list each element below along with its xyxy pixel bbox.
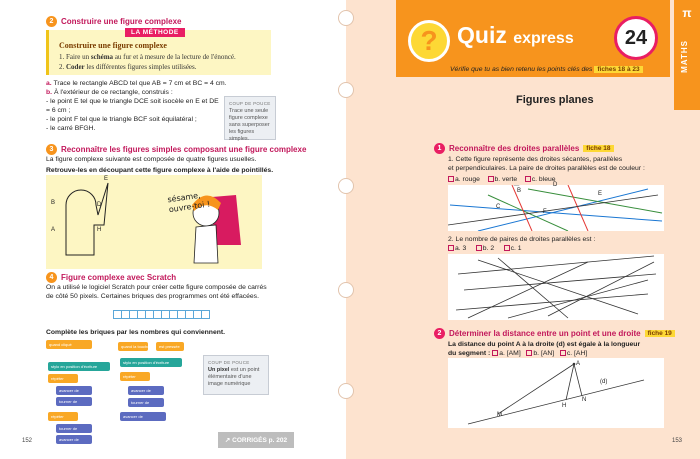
scratch-block: est pressée bbox=[156, 342, 184, 351]
scratch-block: avancer de bbox=[120, 412, 166, 421]
point-label-N: N bbox=[582, 397, 587, 403]
q1-options-2 bbox=[448, 244, 668, 253]
method-step-1: 1. Faire un schéma au fur et à mesure de la lecture de l'énoncé. bbox=[59, 53, 236, 61]
q2-text-1: La distance du point A à la droite (d) est égale à la longueur bbox=[448, 341, 641, 348]
line-green bbox=[528, 189, 662, 213]
method-box bbox=[46, 30, 271, 75]
point-label-A: A bbox=[576, 361, 581, 367]
character-body bbox=[194, 225, 218, 263]
section-4-text-1: On a utilisé le logiciel Scratch pour créer cette figure composée de carrés bbox=[46, 284, 267, 291]
section-title-figures: Figures planes bbox=[516, 94, 594, 106]
line bbox=[508, 280, 648, 318]
scratch-block: stylo en position d'écriture bbox=[120, 358, 182, 367]
option-b[interactable]: b. verte bbox=[488, 176, 518, 183]
option-a[interactable]: a. 3 bbox=[448, 245, 466, 252]
line-label-F: F bbox=[543, 209, 547, 215]
q2-text-2: du segment : a. [AM] b. [AN] c. [AH] bbox=[448, 350, 588, 357]
line-d bbox=[468, 380, 644, 424]
question-2-title: 2 Déterminer la distance entre un point et une droite fiche 19 bbox=[434, 328, 675, 339]
q1-text-2: et perpendiculaires. La paire de droites parallèles est de couleur : bbox=[448, 165, 645, 172]
fig-label-B: B bbox=[51, 200, 56, 206]
instruction-b2: - le point F tel que le triangle BCF soit équilatéral ; bbox=[46, 116, 197, 123]
instruction-a: a. Trace le rectangle ABCD tel que AB = 7 cm et BC = 4 cm. bbox=[46, 80, 227, 87]
binder-hole bbox=[338, 178, 354, 194]
hint-note-2: COUP DE POUCE Un pixel est un point élémentaire d'une image numérique bbox=[203, 355, 269, 395]
squares-grid bbox=[113, 306, 209, 324]
verify-instruction: Vérifie que tu as bien retenu les points clés des fiches 18 à 23 bbox=[450, 66, 643, 73]
line-red bbox=[512, 185, 532, 231]
line bbox=[458, 256, 654, 274]
section-3-instruction: Retrouve-les en découpant cette figure complexe à l'aide de pointillés. bbox=[46, 167, 274, 174]
method-title: Construire une figure complexe bbox=[59, 41, 167, 50]
scratch-block: répéter bbox=[120, 372, 150, 381]
line-label-d: (d) bbox=[600, 379, 608, 385]
section-4-title: 4 Figure complexe avec Scratch bbox=[46, 272, 176, 283]
point-label-H: H bbox=[562, 403, 567, 409]
binder-hole bbox=[338, 282, 354, 298]
fig-label-E: E bbox=[104, 176, 109, 182]
speech-bubble-text: sésame, ouvre-toi ! bbox=[166, 190, 211, 215]
method-step-2: 2. Coder les différentes figures simples utilisées. bbox=[59, 63, 197, 71]
instruction-b3: - le carré BFGH. bbox=[46, 125, 96, 132]
quiz-title: Quiz express bbox=[457, 22, 574, 48]
section-4-instruction: Complète les briques par les nombres qui conviennent. bbox=[46, 329, 226, 336]
scratch-block: tourner de bbox=[56, 424, 92, 433]
line-label-D: D bbox=[553, 182, 558, 188]
fig-label-H: H bbox=[97, 227, 102, 233]
pi-icon: π bbox=[682, 6, 692, 20]
page-number-left: 152 bbox=[22, 438, 33, 444]
scratch-block: répéter bbox=[48, 412, 78, 421]
option-c[interactable]: c. bleue bbox=[525, 176, 556, 183]
section-3-title: 3 Reconnaître les figures simples composant une figure complexe bbox=[46, 144, 306, 155]
point-label-M: M bbox=[497, 412, 502, 418]
line-black bbox=[448, 195, 658, 225]
figure-outline bbox=[66, 183, 108, 255]
scratch-block: quand cliqué bbox=[46, 340, 92, 349]
subject-label: MATHS bbox=[680, 40, 689, 73]
distance-figure bbox=[448, 358, 664, 428]
fig-label-A: A bbox=[51, 227, 56, 233]
option-c[interactable]: c. [AH] bbox=[560, 350, 587, 357]
binder-hole bbox=[338, 383, 354, 399]
question-1-title: 1 Reconnaître des droites parallèles fiche 18 bbox=[434, 143, 614, 154]
page-number-right: 153 bbox=[672, 438, 683, 444]
scratch-block: avancer de bbox=[56, 386, 92, 395]
scratch-block: tourner de bbox=[56, 397, 92, 406]
lines-figure-2 bbox=[448, 254, 664, 320]
scratch-block: avancer de bbox=[128, 386, 164, 395]
section-3-text: La figure complexe suivante est composée de quatre figures usuelles. bbox=[46, 156, 257, 163]
q1-text-3: 2. Le nombre de paires de droites parallèles est : bbox=[448, 236, 596, 243]
section-2-title: 2 Construire une figure complexe bbox=[46, 16, 181, 27]
segment-AH bbox=[566, 364, 574, 400]
q1-text-1: 1. Cette figure représente des droites sécantes, parallèles bbox=[448, 156, 623, 163]
line-label-E: E bbox=[598, 191, 603, 197]
complex-figure bbox=[46, 175, 262, 269]
scratch-block: tourner de bbox=[128, 398, 164, 407]
scratch-block: stylo en position d'écriture bbox=[48, 362, 110, 371]
section-4-text-2: de côté 50 pixels. Certaines briques des programmes ont été effacées. bbox=[46, 293, 259, 300]
instruction-b: b. À l'extérieur de ce rectangle, construis : bbox=[46, 89, 173, 96]
scratch-block: quand la touche bbox=[118, 342, 148, 351]
instruction-b1: - le point E tel que le triangle DCE soit isocèle en E et DE = 6 cm ; bbox=[46, 98, 219, 114]
option-a[interactable]: a. [AM] bbox=[492, 350, 521, 357]
scratch-block: avancer de bbox=[56, 435, 92, 444]
method-tag: LA MÉTHODE bbox=[125, 28, 185, 37]
line-label-B: B bbox=[517, 188, 522, 194]
option-b[interactable]: b. 2 bbox=[476, 245, 494, 252]
corriges-link[interactable]: ↗ CORRIGÉS p. 202 bbox=[218, 432, 294, 448]
question-mark-icon: ? bbox=[408, 20, 450, 62]
quiz-number-badge: 24 bbox=[614, 16, 658, 60]
lines-figure-1 bbox=[448, 185, 664, 231]
point-A bbox=[573, 363, 576, 366]
binder-hole bbox=[338, 10, 354, 26]
binder-hole bbox=[338, 82, 354, 98]
q1-options bbox=[448, 175, 678, 184]
option-b[interactable]: b. [AN] bbox=[526, 350, 554, 357]
scratch-block: répéter bbox=[48, 374, 78, 383]
fig-label-D: D bbox=[97, 202, 102, 208]
section-number: 2 bbox=[46, 16, 57, 27]
hint-note-1: COUP DE POUCE Trace une seule figure complexe sans superposer les figures simples. bbox=[224, 96, 276, 140]
option-a[interactable]: a. rouge bbox=[448, 176, 480, 183]
line-label-C: C bbox=[496, 204, 501, 210]
option-c[interactable]: c. 1 bbox=[504, 245, 522, 252]
line bbox=[468, 262, 588, 318]
